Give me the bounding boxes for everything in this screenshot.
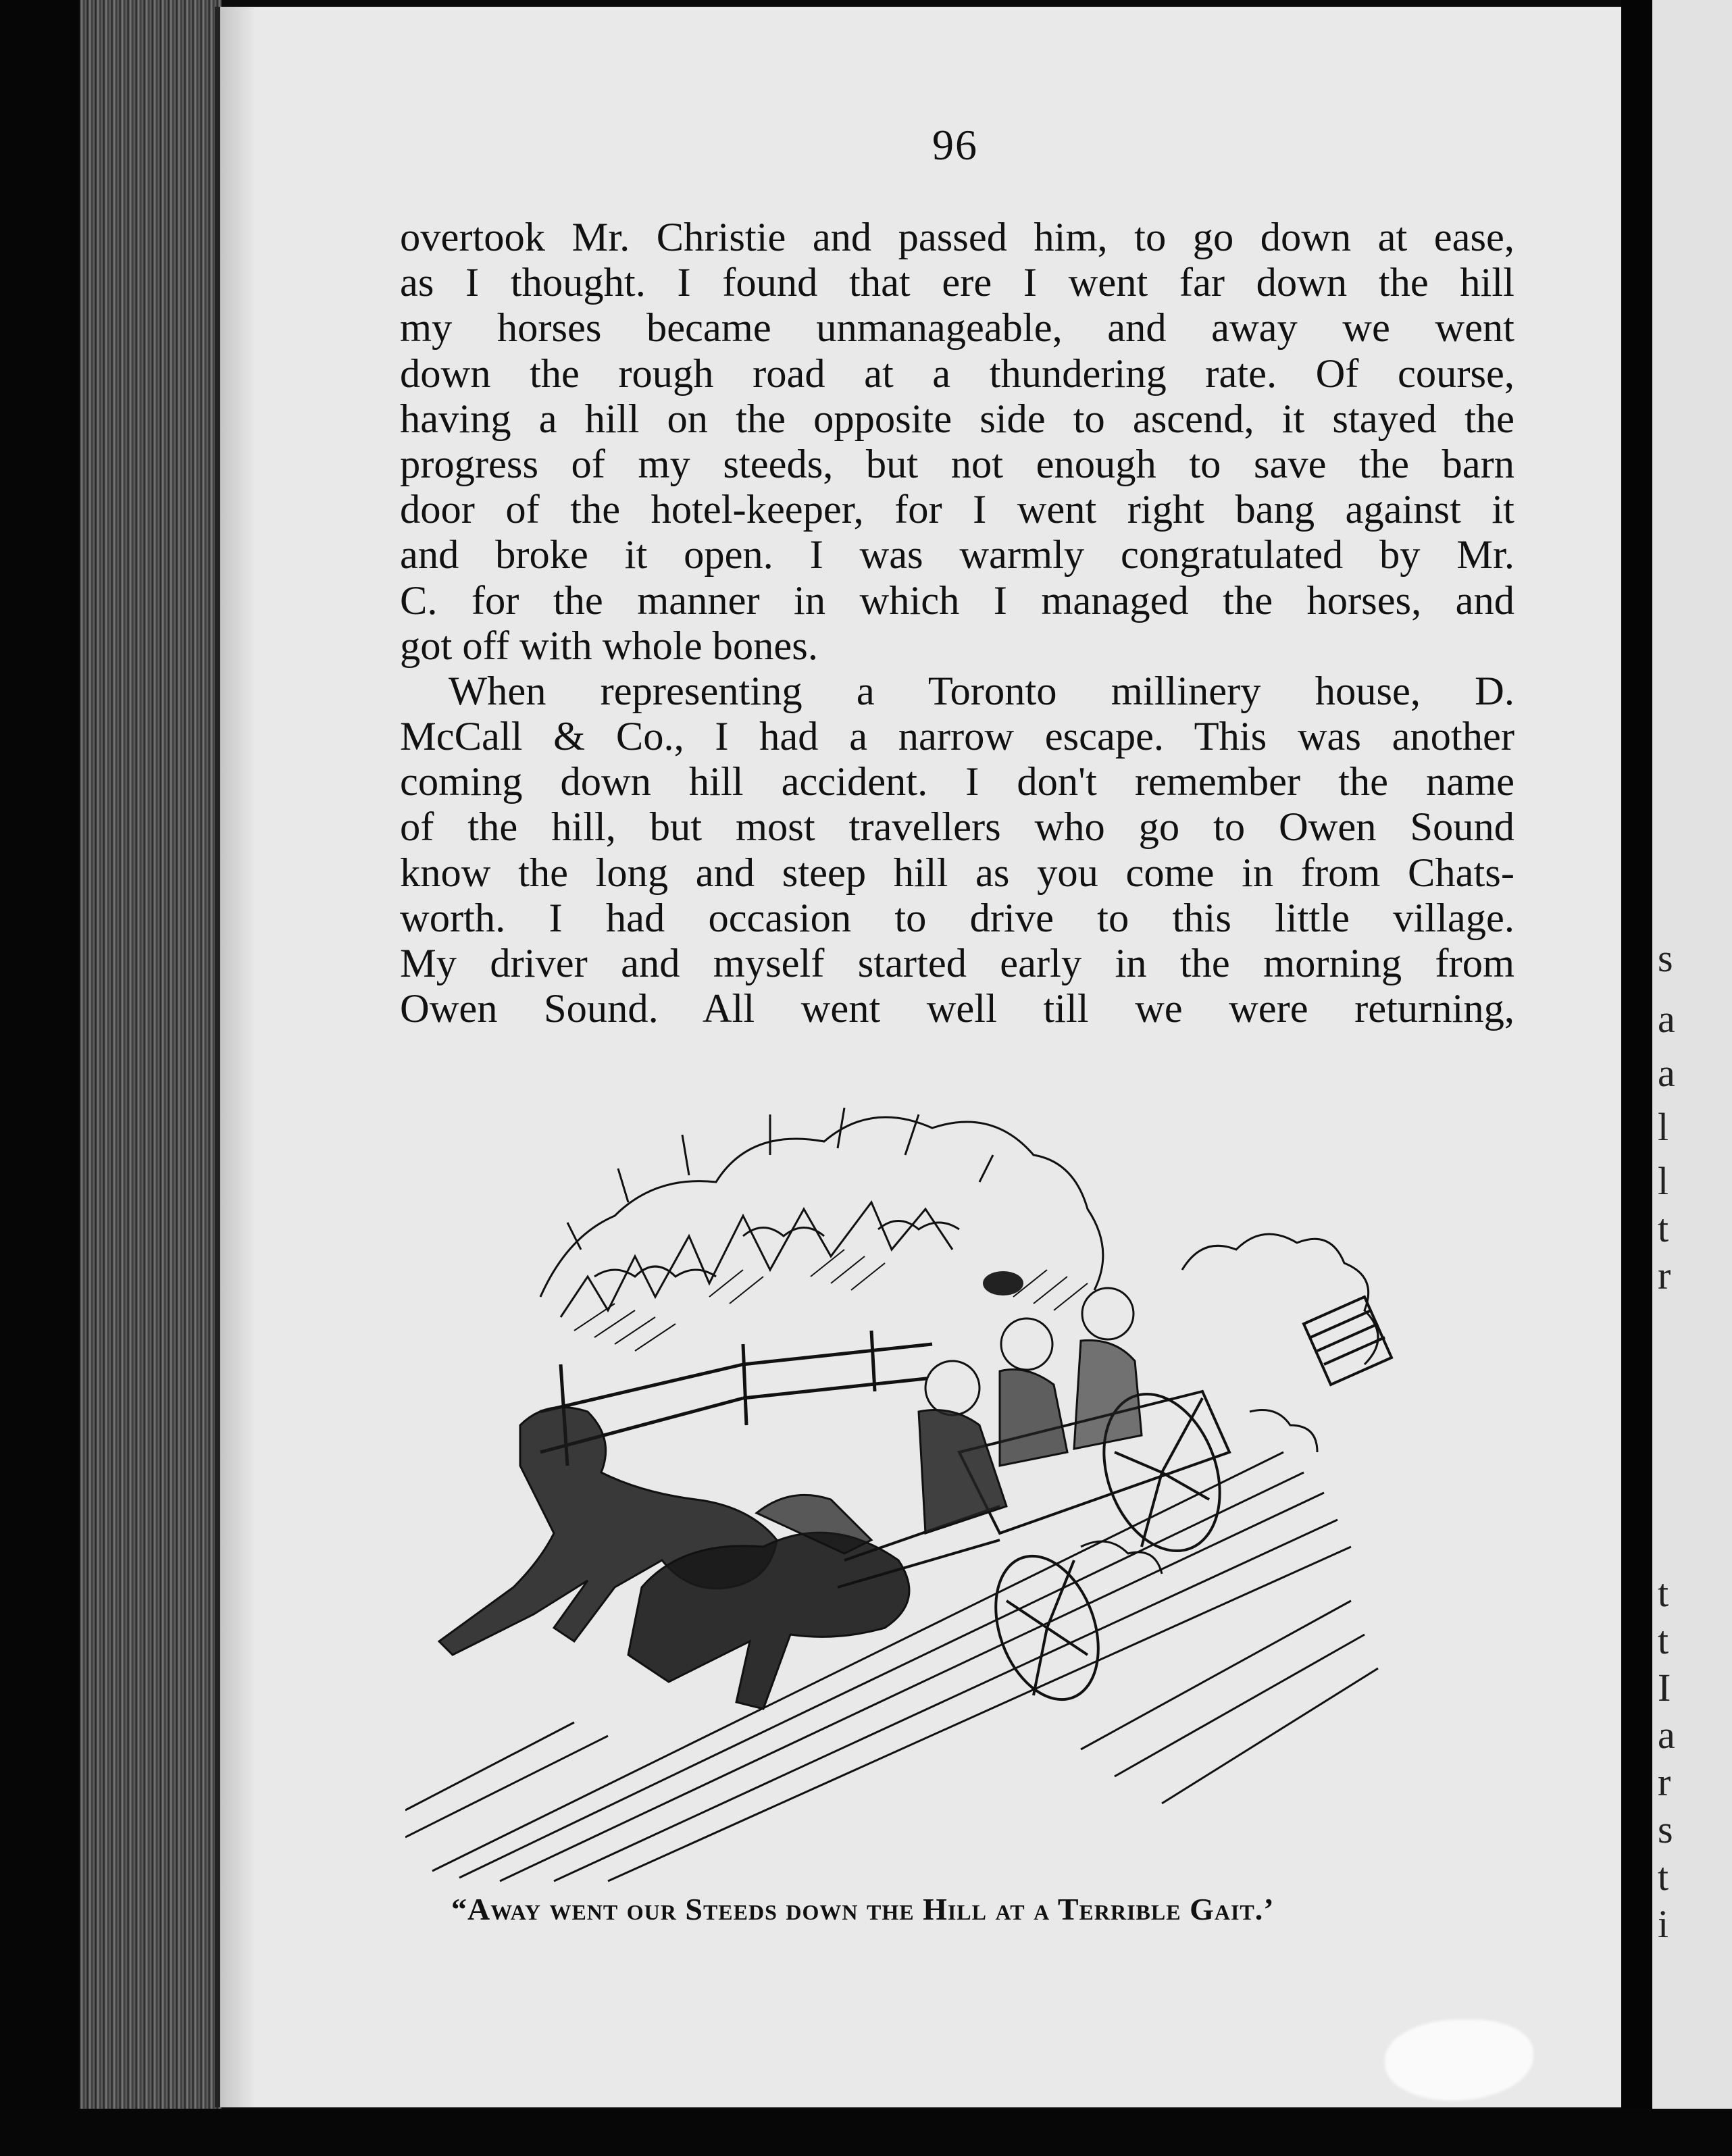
text-line: worth. I had occasion to drive to this little village.	[400, 895, 1514, 941]
facing-page-fragment: a	[1658, 1051, 1675, 1095]
facing-page-fragment: l	[1658, 1105, 1669, 1149]
page-number: 96	[932, 121, 978, 169]
facing-page-fragment: i	[1658, 1902, 1669, 1946]
facing-page-fragment: l	[1658, 1159, 1669, 1203]
book-page-edges	[80, 0, 222, 2111]
facing-page-fragment: t	[1658, 1571, 1669, 1615]
text-line: door of the hotel-keeper, for I went right bang against it	[400, 487, 1514, 533]
text-line: McCall & Co., I had a narrow escape. This was another	[400, 714, 1514, 760]
flying-hat	[983, 1271, 1023, 1295]
facing-page-fragment: s	[1658, 1807, 1673, 1851]
paragraph-1	[400, 215, 1514, 669]
facing-page-fragment: t	[1658, 1618, 1669, 1662]
text-line: My driver and myself started early in the morning from	[400, 941, 1514, 986]
text-line: overtook Mr. Christie and passed him, to go down at ease,	[400, 215, 1514, 260]
text-line: down the rough road at a thundering rate. Of course,	[400, 351, 1514, 396]
text-line: know the long and steep hill as you come in from Chats-	[400, 850, 1514, 896]
facing-page-fragment: r	[1658, 1760, 1671, 1804]
text-line: and broke it open. I was warmly congratulated by Mr.	[400, 532, 1514, 578]
flying-trunk	[1304, 1297, 1392, 1385]
text-line: of the hill, but most travellers who go to Owen Sound	[400, 804, 1514, 850]
facing-page-fragment: r	[1658, 1254, 1671, 1298]
passengers	[919, 1288, 1142, 1533]
paragraph-2	[400, 669, 1514, 1032]
facing-page-fragment: s	[1658, 936, 1673, 980]
facing-page	[1652, 0, 1732, 2156]
text-line: coming down hill accident. I don't remember the name	[400, 759, 1514, 805]
engraving-runaway-horses	[405, 1074, 1500, 1884]
facing-page-fragment: t	[1658, 1855, 1669, 1899]
text-line: Owen Sound. All went well till we were returning,	[400, 986, 1514, 1032]
text-line: my horses became unmanageable, and away we went	[400, 305, 1514, 351]
illustration-caption: “Away went our Steeds down the Hill at a Terrible Gait.’	[451, 1892, 1275, 1926]
horses	[439, 1407, 909, 1709]
gutter-shadow	[215, 7, 255, 2107]
body-text	[400, 215, 1514, 1031]
book-gutter	[1621, 0, 1652, 2156]
text-line: progress of my steeds, but not enough to save the barn	[400, 441, 1514, 487]
scan-bottom-margin	[0, 2109, 1732, 2156]
text-line: having a hill on the opposite side to ascend, it stayed the	[400, 396, 1514, 442]
facing-page-fragment: a	[1658, 997, 1675, 1041]
facing-page-fragment: t	[1658, 1206, 1669, 1250]
text-line: as I thought. I found that ere I went far down the hill	[400, 260, 1514, 306]
text-line: got off with whole bones.	[400, 623, 818, 669]
facing-page-fragment: a	[1658, 1713, 1675, 1757]
text-line: When representing a Toronto millinery house, D.	[449, 668, 1514, 714]
facing-page-fragment: I	[1658, 1666, 1671, 1710]
text-line: C. for the manner in which I managed the horses, and	[400, 578, 1514, 623]
